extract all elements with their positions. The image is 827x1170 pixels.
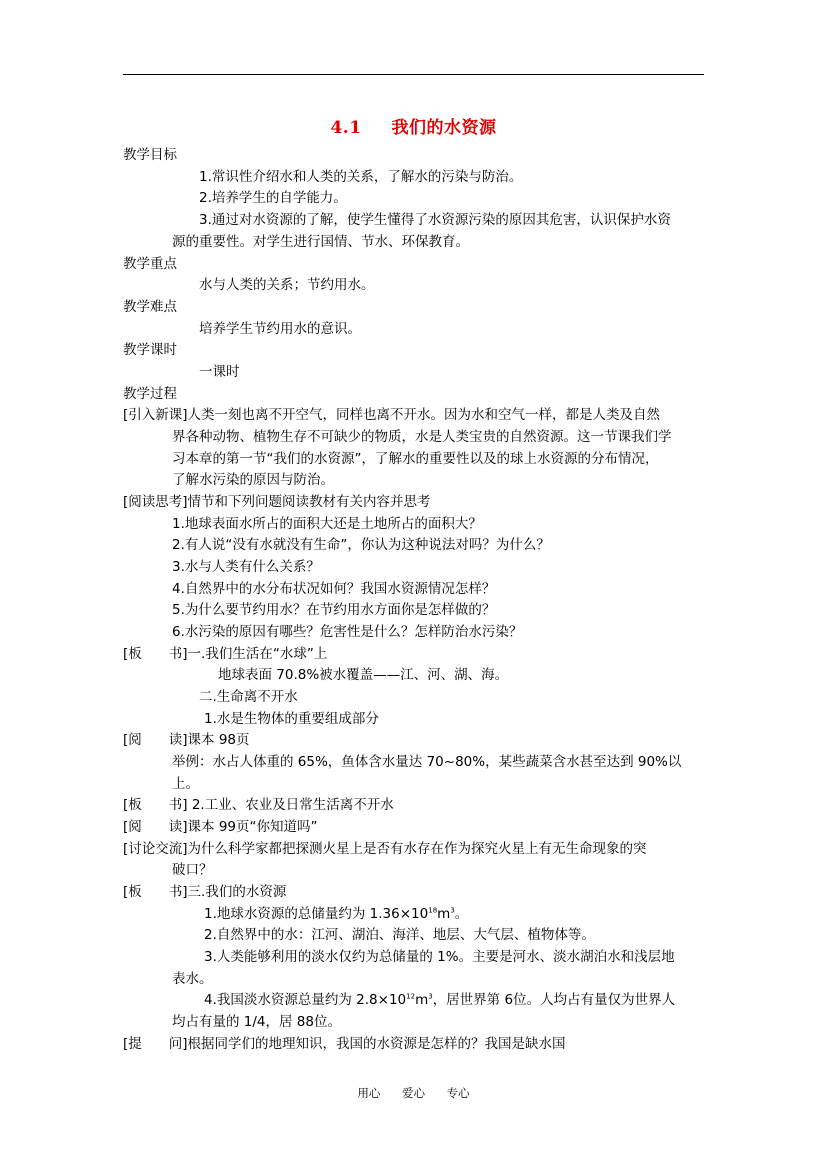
- footer-item: 爱心: [402, 1086, 425, 1100]
- heading-focus: 教学重点: [123, 256, 177, 272]
- body-line: [板 书]三.我们的水资源: [123, 884, 287, 900]
- body-line: 二.生命离不开水: [199, 689, 298, 705]
- body-line: 2.培养学生的自学能力。: [199, 190, 347, 206]
- heading-goals: 教学目标: [123, 147, 177, 163]
- question-item: 6.水污染的原因有哪些？危害性是什么？怎样防治水污染？: [172, 624, 523, 640]
- unit: m: [415, 992, 429, 1008]
- footer-item: 用心: [357, 1086, 381, 1100]
- body-line: 表水。: [172, 971, 213, 987]
- section-title: 我们的水资源: [391, 118, 497, 138]
- exponent: 12: [406, 992, 416, 1001]
- body-line: 1.水是生物体的重要组成部分: [204, 711, 379, 727]
- exponent: 18: [428, 906, 438, 915]
- body-line: 破口？: [172, 862, 213, 878]
- body-line: 界各种动物、植物生存不可缺少的物质，水是人类宝贵的自然资源。这一节课我们学: [172, 429, 672, 445]
- body-line: 一课时: [199, 364, 240, 380]
- page-footer: [0, 1085, 827, 1101]
- body-line: [204, 905, 468, 923]
- body-line: [板 书]一.我们生活在“水球”上: [123, 646, 328, 662]
- page-title: [0, 113, 827, 138]
- body-text: 。: [454, 906, 469, 922]
- body-line: 源的重要性。对学生进行国情、节水、环保教育。: [172, 234, 469, 250]
- body-line: [204, 991, 675, 1009]
- header-rule: [123, 74, 704, 75]
- body-line: [阅 读]课本 99页“你知道吗”: [123, 819, 318, 835]
- body-text: 4.我国淡水资源总量约为 2.8×10: [204, 992, 407, 1008]
- body-line: 1.常识性介绍水和人类的关系，了解水的污染与防治。: [199, 169, 523, 185]
- heading-difficulty: 教学难点: [123, 299, 177, 315]
- body-line: 水与人类的关系；节约用水。: [199, 277, 375, 293]
- body-line: 培养学生节约用水的意识。: [199, 321, 361, 337]
- body-line: [阅读思考]情节和下列问题阅读教材有关内容并思考: [123, 494, 431, 510]
- body-line: 举例：水占人体重的 65%，鱼体含水量达 70~80%，某些蔬菜含水甚至达到 90%以: [172, 754, 682, 770]
- exponent: 3: [428, 992, 433, 1001]
- question-item: 1.地球表面水所占的面积大还是土地所占的面积大？: [172, 516, 482, 532]
- question-item: 3.水与人类有什么关系？: [172, 559, 320, 575]
- body-line: [提 问]根据同学们的地理知识，我国的水资源是怎样的？我国是缺水国: [123, 1036, 566, 1052]
- body-line: 地球表面 70.8%被水覆盖——江、河、湖、海。: [218, 667, 509, 683]
- body-line: [阅 读]课本 98页: [123, 732, 250, 748]
- heading-periods: 教学课时: [123, 342, 177, 358]
- body-line: 了解水污染的原因与防治。: [172, 472, 334, 488]
- section-number: 4.1: [330, 118, 362, 138]
- exponent: 3: [450, 906, 455, 915]
- body-line: [引入新课]人类一刻也离不开空气，同样也离不开水。因为水和空气一样，都是人类及自然: [123, 407, 661, 423]
- body-line: [讨论交流]为什么科学家都把探测火星上是否有水存在作为探究火星上有无生命现象的突: [123, 841, 647, 857]
- body-line: 3.人类能够利用的淡水仅约为总储量的 1%。主要是河水、淡水湖泊水和浅层地: [204, 949, 675, 965]
- unit: m: [437, 906, 451, 922]
- body-text: 1.地球水资源的总储量约为 1.36×10: [204, 906, 429, 922]
- question-item: 2.有人说“没有水就没有生命”，你认为这种说法对吗？为什么？: [172, 537, 550, 553]
- body-line: 习本章的第一节“我们的水资源”，了解水的重要性以及的球上水资源的分布情况，: [172, 451, 659, 467]
- body-line: 均占有量的 1/4，居 88位。: [172, 1014, 341, 1030]
- body-line: [板 书] 2.工业、农业及日常生活离不开水: [123, 797, 394, 813]
- body-line: 3.通过对水资源的了解，使学生懂得了水资源污染的原因其危害，认识保护水资: [199, 212, 671, 228]
- body-line: 2.自然界中的水：江河、湖泊、海洋、地层、大气层、植物体等。: [204, 927, 595, 943]
- heading-process: 教学过程: [123, 386, 177, 402]
- question-item: 5.为什么要节约用水？在节约用水方面你是怎样做的？: [172, 602, 496, 618]
- body-line: 上。: [172, 776, 199, 792]
- body-text: ，居世界第 6位。人均占有量仅为世界人: [432, 992, 676, 1008]
- footer-item: 专心: [446, 1086, 470, 1100]
- question-item: 4.自然界中的水分布状况如何？我国水资源情况怎样？: [172, 581, 496, 597]
